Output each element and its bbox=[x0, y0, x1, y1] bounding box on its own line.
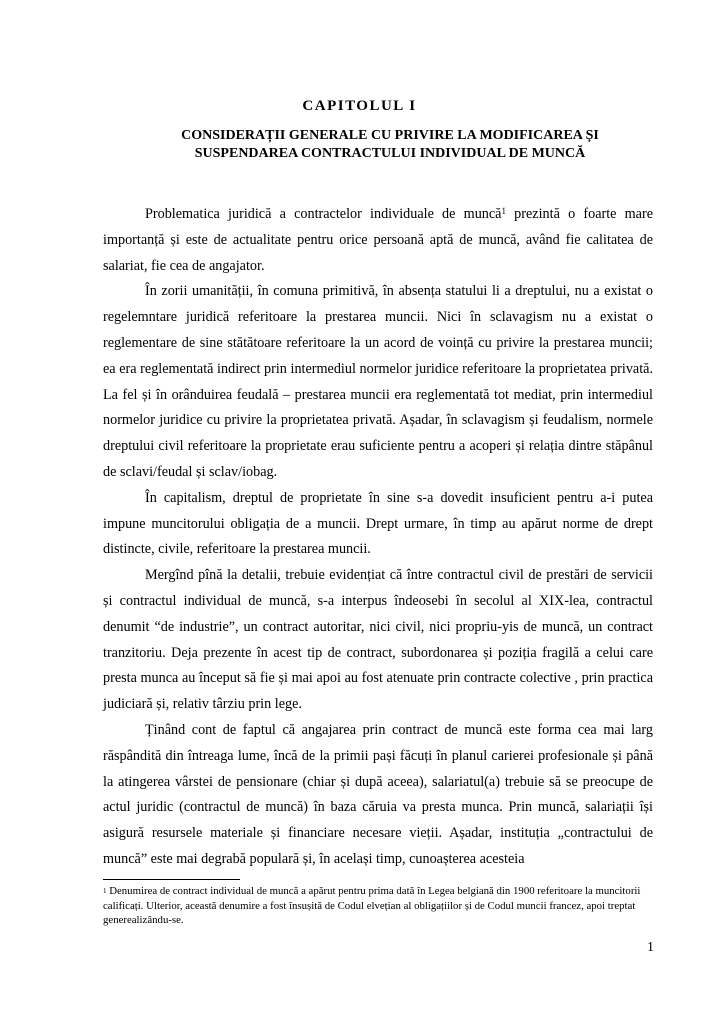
footnote-reference: 1 bbox=[501, 206, 506, 216]
paragraph-5: Ținând cont de faptul că angajarea prin contract de muncă este forma cea mai larg răspândită din întreaga lume, încă de la primii pași făcuți în planul carierei profesionale și până la atingerea vârstei de pensionare (chiar și după aceea), salariatul(a) trebuie să se preocupe de actul juridic (contractul de muncă) în baza căruia va presta munca. Prin muncă, salariații își asigură resursele materiale și financiare necesare vieții. Așadar, instituția „contractului de muncă” este mai degrabă populară și, în același timp, cunoașterea acesteia bbox=[103, 721, 653, 867]
footnote-mark: 1 bbox=[103, 887, 107, 895]
chapter-subtitle: CONSIDERAȚII GENERALE CU PRIVIRE LA MODIFICAREA ȘI SUSPENDAREA CONTRACTULUI INDIVIDUAL DE MUNCĂ bbox=[181, 128, 599, 161]
paragraph-1-start: Problematica juridică a contractelor individuale de muncă bbox=[145, 206, 502, 222]
paragraph-1-end: prezintă o foarte mare importanță și este de actualitate pentru orice persoană aptă de muncă, având fie calitatea de salariat, fie cea de angajator. bbox=[103, 206, 654, 274]
footnote-text: Denumirea de contract individual de muncă a apărut pentru prima dată în Legea belgiană din 1900 referitoare la muncitorii calificați. Ulterior, această denumire a fost însușită de Codul elvețian al obligațiilor și de Codul muncii francez, apoi treptat generealizându-se. bbox=[103, 885, 641, 926]
paragraph-1 bbox=[103, 202, 653, 279]
footnote-separator bbox=[103, 879, 240, 880]
chapter-title: CAPITOLUL I bbox=[302, 98, 417, 114]
paragraph-3: În capitalism, dreptul de proprietate în sine s-a dovedit insuficient pentru a-i putea impune muncitorului obligația de a muncii. Drept urmare, în timp au apărut norme de drept distincte, civile, referitoare la prestarea muncii. bbox=[103, 489, 653, 558]
page-number: 1 bbox=[647, 940, 654, 955]
paragraph-2: În zorii umanității, în comuna primitivă, în absența statului li a dreptului, nu a existat o regelemntare juridică referitoare la prestarea muncii. Nici în sclavagism nu a existat o reglementare de sine stătătoare referitoare la un acord de voință cu privire la prestarea muncii; ea era reglementată indirect prin intermediul normelor juridice referitoare la proprietatea privată. La fel și în orânduirea feudală – prestarea muncii era reglementată tot mediat, prin intermediul normelor juridice cu privire la proprietatea privată. Așadar, în sclavagism și feudalism, normele dreptului civil referitoare la proprietate erau suficiente pentru a acoperi și relația dintre stăpânul de sclavi/feudal și sclav/iobag. bbox=[103, 283, 653, 480]
footnote bbox=[103, 884, 653, 928]
body-text bbox=[103, 202, 653, 873]
paragraph-4: Mergînd pînă la detalii, trebuie evidențiat că între contractul civil de prestări de servicii și contractul individual de muncă, s-a interpus îndeosebi în secolul al XIX-lea, contractul denumit “de industrie”, un contract autoritar, nici civil, nici propriu-yis de muncă, un contract tranzitoriu. Deja prezente în acest tip de contract, subordonarea și poziția fragilă a celui care presta munca au început să fie și mai apoi au fost atenuate prin contracte colective , prin practica judiciară și, relativ târziu prin lege. bbox=[103, 567, 653, 713]
